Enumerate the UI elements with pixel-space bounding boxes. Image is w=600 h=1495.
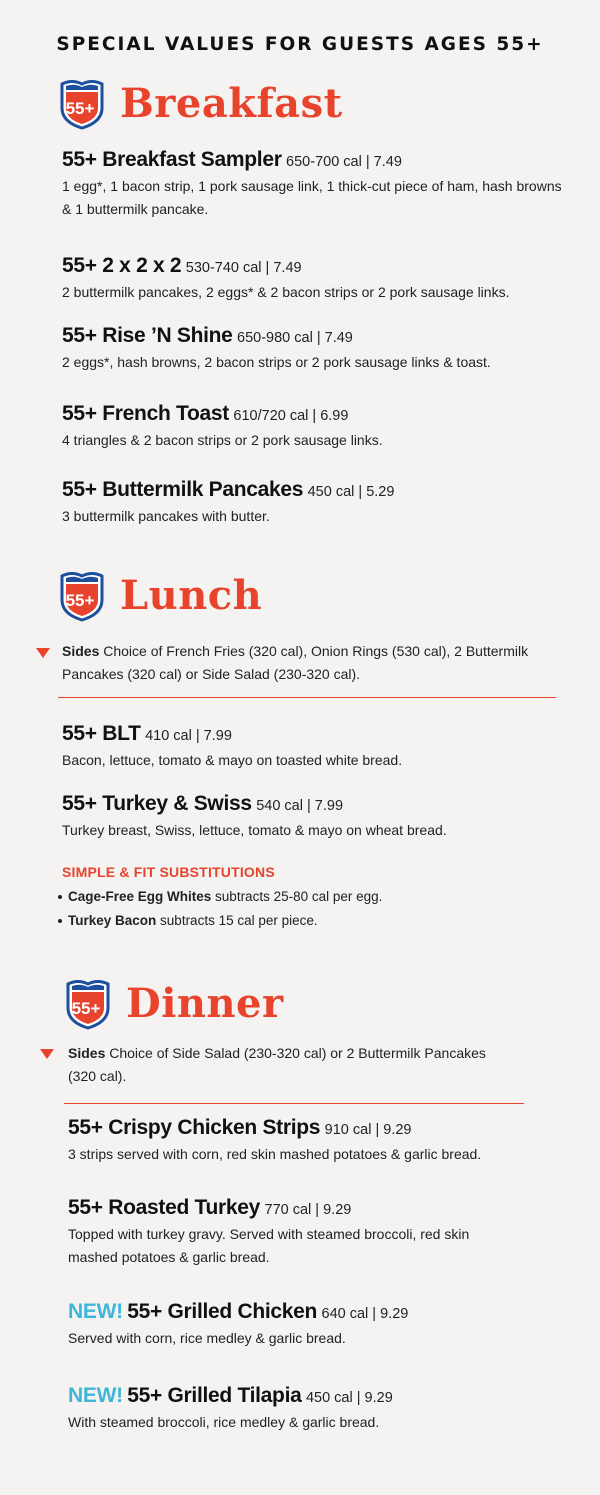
menu-item-turkey-swiss: 55+ Turkey & Swiss 540 cal | 7.99 Turkey breast, Swiss, lettuce, tomato & mayo on wheat bread. [62,792,570,842]
55-plus-shield-icon [64,978,112,1030]
lunch-title: Lunch [120,572,263,619]
55-plus-shield-icon [58,78,106,130]
item-description: Turkey breast, Swiss, lettuce, tomato & mayo on wheat bread. [62,822,447,838]
new-badge: NEW! [68,1384,123,1407]
dinner-title: Dinner [126,980,284,1027]
bullet-dot [58,895,62,899]
substitution-item: Cage-Free Egg Whites subtracts 25-80 cal per egg. [58,889,382,904]
item-description: 3 strips served with corn, red skin mashed potatoes & garlic bread. [68,1146,482,1162]
sides-triangle-icon [40,1049,54,1059]
menu-item-roasted-turkey: 55+ Roasted Turkey 770 cal | 9.29 Topped with turkey gravy. Served with steamed broccoli, red skin mashed potatoes & garlic bread. [68,1196,488,1269]
breakfast-title: Breakfast [120,80,343,127]
item-description: 3 buttermilk pancakes with butter. [62,508,270,524]
menu-item-grilled-chicken: NEW! 55+ Grilled Chicken 640 cal | 9.29 Served with corn, rice medley & garlic bread. [68,1300,570,1350]
sides-triangle-icon [36,648,50,658]
dinner-sides: Sides Choice of Side Salad (230-320 cal) or 2 Buttermilk Pancakes (320 cal). [68,1045,486,1084]
item-description: 2 eggs*, hash browns, 2 bacon strips or 2 pork sausage links & toast. [62,354,491,370]
divider [58,697,556,698]
divider [64,1103,524,1104]
menu-item-blt: 55+ BLT 410 cal | 7.99 Bacon, lettuce, tomato & mayo on toasted white bread. [62,722,570,772]
bullet-dot [58,919,62,923]
item-description: Bacon, lettuce, tomato & mayo on toasted white bread. [62,752,403,768]
item-description: Served with corn, rice medley & garlic bread. [68,1330,346,1346]
substitution-item: Turkey Bacon subtracts 15 cal per piece. [58,913,318,928]
item-description: With steamed broccoli, rice medley & garlic bread. [68,1414,380,1430]
svg-text:55+: 55+ [65,99,95,118]
svg-text:55+: 55+ [71,999,101,1018]
new-badge: NEW! [68,1300,123,1323]
menu-item-crispy-chicken-strips: 55+ Crispy Chicken Strips 910 cal | 9.29 3 strips served with corn, red skin mashed potatoes & garlic bread. [68,1116,570,1166]
menu-item-french-toast: 55+ French Toast 610/720 cal | 6.99 4 triangles & 2 bacon strips or 2 pork sausage links. [62,402,570,452]
menu-item-breakfast-sampler: 55+ Breakfast Sampler 650-700 cal | 7.49 1 egg*, 1 bacon strip, 1 pork sausage link, 1 thick-cut piece of ham, hash browns & 1 buttermilk pancake. [62,148,570,221]
item-description: 1 egg*, 1 bacon strip, 1 pork sausage link, 1 thick-cut piece of ham, hash browns & 1 buttermilk pancake. [62,178,562,217]
55-plus-shield-icon [58,570,106,622]
item-description: 2 buttermilk pancakes, 2 eggs* & 2 bacon strips or 2 pork sausage links. [62,284,510,300]
menu-item-2x2x2: 55+ 2 x 2 x 2 530-740 cal | 7.49 2 buttermilk pancakes, 2 eggs* & 2 bacon strips or 2 pork sausage links. [62,254,570,304]
substitutions-title: SIMPLE & FIT SUBSTITUTIONS [62,864,275,880]
menu-item-buttermilk-pancakes: 55+ Buttermilk Pancakes 450 cal | 5.29 3 buttermilk pancakes with butter. [62,478,570,528]
lunch-sides: Sides Choice of French Fries (320 cal), Onion Rings (530 cal), 2 Buttermilk Pancakes (320 cal) or Side Salad (230-320 cal). [62,643,529,682]
dinner-heading [64,978,284,1030]
menu-item-rise-n-shine: 55+ Rise ’N Shine 650-980 cal | 7.49 2 eggs*, hash browns, 2 bacon strips or 2 pork sausage links & toast. [62,324,570,374]
svg-text:55+: 55+ [65,591,95,610]
page-header: SPECIAL VALUES FOR GUESTS AGES 55+ [56,34,544,55]
breakfast-heading [58,78,343,130]
item-description: 4 triangles & 2 bacon strips or 2 pork sausage links. [62,432,383,448]
item-description: Topped with turkey gravy. Served with steamed broccoli, red skin mashed potatoes & garlic bread. [68,1226,470,1265]
menu-item-grilled-tilapia: NEW! 55+ Grilled Tilapia 450 cal | 9.29 With steamed broccoli, rice medley & garlic bread. [68,1384,570,1434]
lunch-heading [58,570,262,622]
